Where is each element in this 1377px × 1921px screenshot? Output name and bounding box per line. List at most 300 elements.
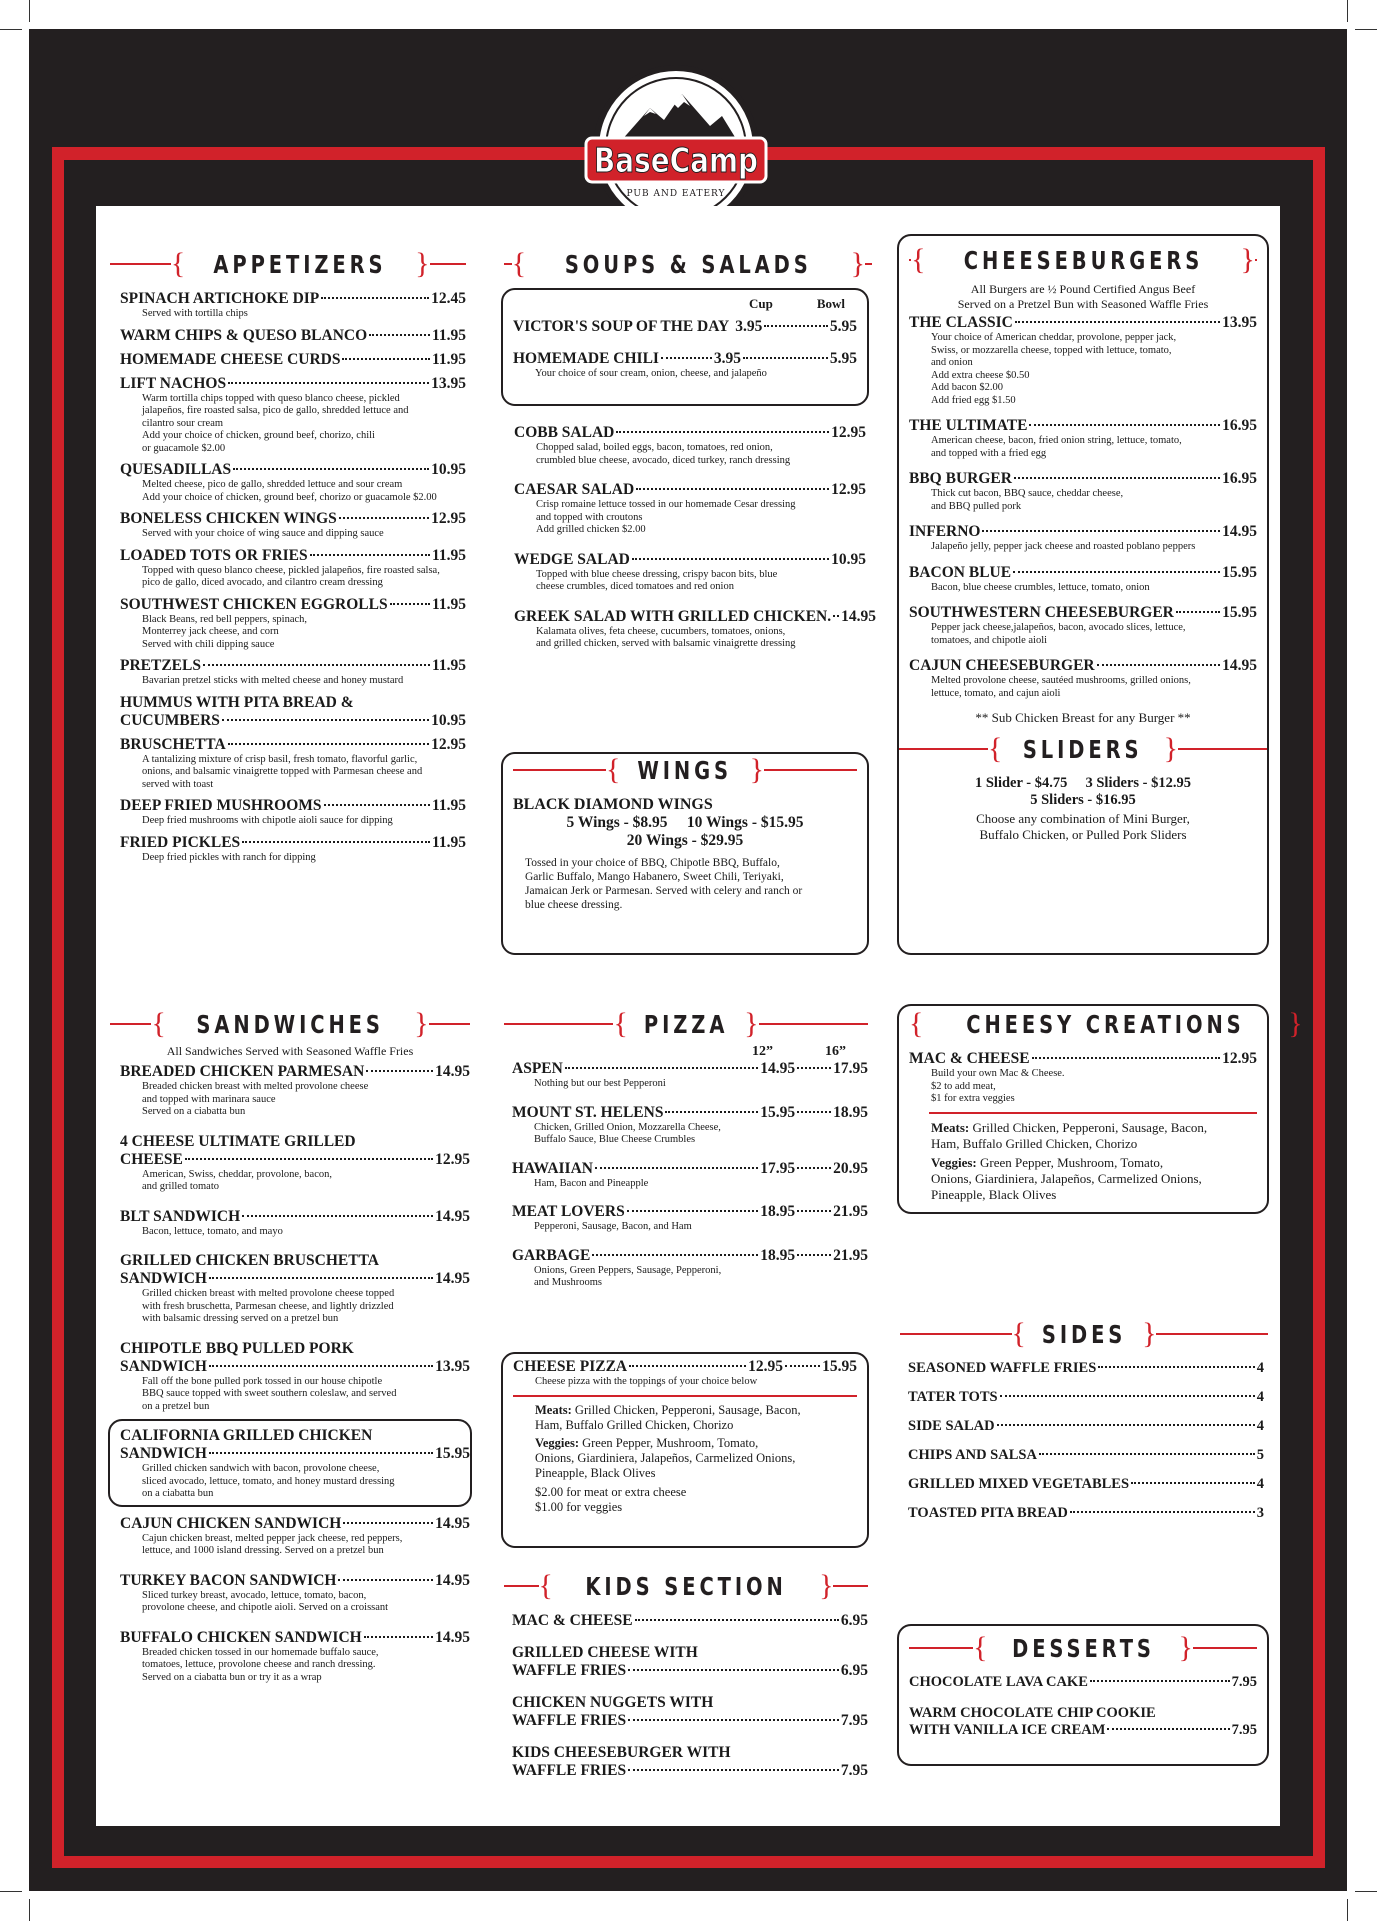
item-name-line1: GRILLED CHEESE WITH	[512, 1644, 698, 1661]
item-price: 14.95	[435, 1514, 470, 1532]
item-price: 14.95	[1222, 657, 1257, 674]
menu-item	[120, 327, 466, 345]
cheese-pizza-box	[501, 1352, 869, 1548]
item-name: BONELESS CHICKEN WINGS	[120, 510, 337, 527]
soup-desc: Your choice of sour cream, onion, cheese, and jalapeño	[535, 368, 767, 379]
item-desc: Bavarian pretzel sticks with melted cheese and honey mustard	[142, 675, 404, 686]
item-desc: Pepper jack cheese,jalapeños, bacon, avocado slices, lettuce, tomatoes, and chipotle aioli	[931, 622, 1186, 646]
item-name-line1: HUMMUS WITH PITA BREAD &	[120, 693, 354, 711]
item-row	[908, 1360, 1264, 1377]
item-price: 4	[1256, 1418, 1264, 1434]
item-name: WARM CHIPS & QUESO BLANCO	[120, 326, 368, 344]
dot-leader	[228, 382, 429, 384]
soup-box	[501, 288, 869, 406]
item-price: 6.95	[840, 1612, 868, 1629]
item-name: PRETZELS	[120, 657, 201, 674]
wings-desc: Tossed in your choice of BBQ, Chipotle BBQ, Buffalo, Garlic Buffalo, Mango Habanero, Sweet Chili, Teriyaki, Jamaican Jerk or Parmesan. Served with celery and ranch or blue cheese dressing.	[525, 857, 803, 911]
dot-leader	[665, 1111, 758, 1113]
item-desc: A tantalizing mixture of crisp basil, fresh tomato, flavorful garlic, onions, and balsamic vinaigrette topped with Parmesan cheese and served with toast	[142, 753, 423, 790]
pizza-row	[512, 1247, 868, 1265]
item-desc: Topped with blue cheese dressing, crispy bacon bits, blue cheese crumbles, diced tomatoes and red onion	[536, 568, 778, 592]
item-row	[120, 834, 466, 852]
item-name: CHOCOLATE LAVA CAKE	[909, 1674, 1088, 1690]
meats-list: Grilled Chicken, Pepperoni, Sausage, Bacon, Ham, Buffalo Grilled Chicken, Chorizo	[931, 1119, 1208, 1151]
dot-leader	[592, 1254, 758, 1256]
item-name: GRILLED MIXED VEGETABLES	[908, 1476, 1130, 1492]
pizza-price-12: 18.95	[760, 1246, 796, 1264]
item-row	[120, 375, 466, 393]
item-desc: Bacon, blue cheese crumbles, lettuce, tomato, onion	[931, 581, 1150, 593]
pizza-item	[512, 1104, 868, 1147]
item-price: 13.95	[1222, 314, 1257, 331]
dot-leader	[628, 1769, 839, 1771]
item-name: WAFFLE FRIES	[512, 1662, 627, 1679]
pizza-size-16: 16”	[825, 1044, 846, 1059]
item-row	[120, 1572, 470, 1590]
pizza-name: ASPEN	[512, 1060, 563, 1077]
dot-leader	[797, 1210, 831, 1212]
crop-mark	[1347, 1899, 1348, 1921]
dot-leader	[565, 1067, 758, 1069]
sliders-prices-2: 5 Sliders - $16.95	[1030, 792, 1136, 808]
dot-leader	[228, 743, 429, 745]
dot-leader	[233, 468, 429, 470]
wings-prices-2: 20 Wings - $29.95	[626, 832, 744, 849]
pizza-price-16: 21.95	[833, 1203, 868, 1220]
menu-item	[909, 314, 1257, 407]
burger-note: All Burgers are ½ Pound Certified Angus Beef Served on a Pretzel Bun with Seasoned Waffle Fries	[957, 282, 1209, 311]
veggies-list: Green Pepper, Mushroom, Tomato, Onions, Giardiniera, Jalapeños, Carmelized Onions, Pineapple, Black Olives	[535, 1435, 796, 1480]
pizza-desc: Pepperoni, Sausage, Bacon, and Ham	[534, 1221, 692, 1232]
item-row	[909, 657, 1257, 675]
item-name: CUCUMBERS	[120, 711, 220, 729]
pizza-section	[504, 1006, 868, 1303]
bowl-label: Bowl	[816, 296, 845, 311]
item-row	[909, 470, 1257, 488]
burger-sub-note: ** Sub Chicken Breast for any Burger **	[975, 710, 1191, 725]
dot-leader	[343, 1522, 433, 1524]
item-name: SEASONED WAFFLE FRIES	[908, 1360, 1097, 1376]
menu-item	[120, 461, 466, 504]
dot-leader	[797, 1254, 831, 1256]
item-name: DEEP FRIED MUSHROOMS	[120, 797, 322, 814]
wings-box: { WINGS } BLACK DIAMOND WINGS 5 Wings - $8.95 10 Wings - $15.95 20 Wings - $29.95 Tossed in your choice of BBQ, Chipotle BBQ, Buffalo, Garlic Buffalo, Mango Habanero, Sweet Chili, Teriyaki, Jamaican Jerk or Parmesan. Served with celery and ranch or blue cheese dressing.	[501, 752, 869, 955]
item-name: WITH VANILLA ICE CREAM	[909, 1722, 1106, 1738]
item-name: COBB SALAD	[514, 424, 615, 441]
dot-leader	[1097, 664, 1221, 666]
item-row	[514, 607, 876, 626]
cheesy-row: MAC & CHEESE 12.95	[909, 1050, 1257, 1067]
item-price: 11.95	[431, 657, 466, 674]
menu-item	[120, 1252, 470, 1326]
item-desc: Breaded chicken tossed in our homemade buffalo sauce, tomatoes, lettuce, provolone cheese and ranch dressing. Served on a ciabatta bun or try it as a wrap	[142, 1646, 379, 1683]
cheeseburgers-title: CHEESEBURGERS	[963, 245, 1203, 275]
menu-item	[909, 1674, 1257, 1691]
menu-item	[120, 657, 466, 688]
item-price: 4	[1256, 1360, 1264, 1376]
dot-leader	[390, 603, 430, 605]
cheese-pizza-desc: Cheese pizza with the toppings of your choice below	[535, 1376, 758, 1387]
menu-item	[120, 834, 466, 865]
veggies-label: Veggies:	[931, 1154, 977, 1170]
crop-mark	[29, 1899, 30, 1921]
item-row	[908, 1447, 1264, 1464]
item-name: HOMEMADE CHEESE CURDS	[120, 350, 341, 368]
item-name: LIFT NACHOS	[120, 374, 227, 392]
item-price: 12.95	[431, 510, 466, 527]
item-price: 11.95	[431, 595, 466, 613]
item-name: THE ULTIMATE	[909, 417, 1028, 434]
item-desc: Black Beans, red bell peppers, spinach, Monterrey jack cheese, and corn Served with chili dipping sauce	[142, 613, 308, 650]
dot-leader	[797, 1067, 831, 1069]
item-price: 12.95	[831, 424, 866, 441]
menu-item	[909, 417, 1257, 460]
menu-item	[909, 564, 1257, 595]
item-price: 15.95	[1222, 604, 1257, 621]
item-name: WAFFLE FRIES	[512, 1762, 627, 1779]
menu-item	[120, 1208, 470, 1239]
pizza-name: MOUNT ST. HELENS	[512, 1103, 664, 1121]
dot-leader	[339, 517, 429, 519]
desserts-title: DESSERTS	[1011, 1633, 1155, 1663]
brand-tagline: PUB AND EATERY	[626, 189, 726, 199]
item-desc: Served with your choice of wing sauce and dipping sauce	[142, 528, 384, 539]
item-desc: Kalamata olives, feta cheese, cucumbers, tomatoes, onions, and grilled chicken, served with balsamic vinaigrette dressing	[536, 625, 796, 649]
item-row	[120, 1208, 470, 1226]
item-name: CAJUN CHICKEN SANDWICH	[120, 1514, 342, 1532]
appetizers-section	[110, 246, 466, 870]
menu-item	[514, 607, 876, 651]
cheesy-box: { CHEESY CREATIONS } MAC & CHEESE 12.95 Build your own Mac & Cheese. $2 to add meat, $1 for extra veggies Meats: Grilled Chicken, Pepperoni, Sausage, Bacon, Ham, Buffalo Grilled Chicken, Chorizo Veggies: Green Pepper, Mushroom, Tomato, Onions, Giardiniera, Jalapeños, Carmelized Onions, Pineapple, Black Olives	[897, 1004, 1269, 1214]
item-name-line1: 4 CHEESE ULTIMATE GRILLED	[120, 1132, 356, 1150]
cheese-pizza-row: CHEESE PIZZA 12.95 15.95	[513, 1358, 857, 1375]
menu-item	[909, 470, 1257, 513]
item-price: 11.95	[431, 350, 466, 368]
cheesy-desc: Build your own Mac & Cheese. $2 to add meat, $1 for extra veggies	[931, 1068, 1065, 1104]
item-name: BRUSCHETTA	[120, 735, 226, 753]
crop-mark	[1355, 1891, 1377, 1892]
item-price: 15.95	[435, 1445, 470, 1462]
item-price: 11.95	[431, 833, 466, 851]
item-name: SANDWICH	[120, 1357, 207, 1375]
menu-item	[120, 351, 466, 369]
item-row	[512, 1612, 868, 1630]
item-price: 13.95	[431, 374, 466, 392]
item-desc: Served with tortilla chips	[142, 308, 248, 319]
item-price: 12.95	[831, 481, 866, 498]
dot-leader	[364, 1636, 433, 1638]
dot-leader	[1000, 1395, 1255, 1397]
item-price: 12.45	[431, 290, 466, 307]
item-desc: Chopped salad, boiled eggs, bacon, tomatoes, red onion, crumbled blue cheese, avocado, diced turkey, ranch dressing	[536, 442, 791, 466]
menu-item	[120, 1340, 470, 1414]
item-row	[514, 551, 866, 569]
cheeseburgers-box: { CHEESEBURGERS } All Burgers are ½ Pound Certified Angus Beef Served on a Pretzel Bun with Seasoned Waffle Fries THE CLASSIC 13.95 Your choice of American cheddar, provolone, pepper jack, Swiss, or mozzarella cheese, topped with lettuce, tomato, and onion Add extra cheese $0.50 Add bacon $2.00 Add fried egg $1.50 THE ULTIMATE 16.95 American cheese, bacon, fried onion string, lettuce, tomato, and topped with a fried egg BBQ BURGER 16.95 Thick cut bacon, BBQ sauce, cheddar cheese, and BBQ pulled pork INFERNO 14.95 Jalapeño jelly, pepper jack cheese and roasted poblano peppers BACON BLUE 15.95 Bacon, blue cheese crumbles, lettuce, tomato, onion SOUTHWESTERN CHEESEBURGER 15.95 Pepper jack cheese,jalapeños, bacon, avocado slices, lettuce, tomatoes, and chipotle aioli CAJUN CHEESEBURGER 14.95 Melted provolone cheese, sautéed mushrooms, grilled onions, lettuce, tomato, and cajun aioli ** Sub Chicken Breast for any Burger ** { SLIDERS } 1 Slider - $4.75 3 Sliders - $12.95 5 Sliders - $16.95 Choose any combination of Mini Burger, Buffalo Chicken, or Pulled Pork Sliders	[897, 234, 1269, 955]
wings-title: WINGS	[637, 755, 733, 785]
item-desc: Melted cheese, pico de gallo, shredded lettuce and sour cream Add your choice of chicken, ground beef, chorizo or guacamole $2.00	[142, 479, 437, 503]
item-desc: Deep fried mushrooms with chipotle aioli sauce for dipping	[142, 815, 393, 826]
item-name: BREADED CHICKEN PARMESAN	[120, 1063, 365, 1080]
item-name: WEDGE SALAD	[514, 550, 630, 568]
item-price: 16.95	[1222, 470, 1257, 487]
dot-leader	[1015, 321, 1220, 323]
item-row	[120, 797, 466, 815]
section-header: { PIZZA }	[504, 1006, 868, 1042]
brand-name: BaseCamp	[594, 141, 758, 181]
item-row	[120, 736, 466, 754]
pizza-item	[512, 1060, 868, 1091]
menu-item	[908, 1447, 1264, 1464]
menu-item	[120, 1133, 470, 1194]
dot-leader	[324, 804, 430, 806]
item-desc: Grilled chicken breast with melted provolone cheese topped with fresh bruschetta, Parmesan cheese, and lightly drizzled with balsamic dressing served on a pretzel bun	[142, 1288, 395, 1324]
menu-item	[514, 481, 866, 537]
menu-item	[908, 1418, 1264, 1435]
item-price: 14.95	[435, 1628, 470, 1646]
appetizers-title: APPETIZERS	[213, 249, 387, 279]
item-row	[909, 1674, 1257, 1691]
dot-leader	[242, 841, 430, 843]
menu-item	[908, 1505, 1264, 1522]
dot-leader	[242, 1215, 433, 1217]
dot-leader	[209, 1452, 433, 1454]
item-price: 11.95	[431, 797, 466, 814]
item-price: 7.95	[1231, 1674, 1257, 1690]
item-desc: Crisp romaine lettuce tossed in our homemade Cesar dressing and topped with croutons Add grilled chicken $2.00	[536, 499, 796, 535]
menu-item	[909, 604, 1257, 647]
menu-item	[120, 1427, 470, 1501]
item-row	[908, 1505, 1264, 1522]
pizza-desc: Onions, Green Peppers, Sausage, Pepperoni, and Mushrooms	[534, 1264, 722, 1288]
dot-leader	[203, 664, 430, 666]
item-price: 7.95	[1231, 1722, 1257, 1738]
topping-prices: $2.00 for meat or extra cheese $1.00 for veggies	[535, 1484, 687, 1514]
item-row	[909, 604, 1257, 622]
item-desc: American, Swiss, cheddar, provolone, bacon, and grilled tomato	[142, 1168, 332, 1192]
dot-leader	[1070, 1511, 1255, 1513]
dot-leader	[1014, 477, 1220, 479]
item-name-line1: KIDS CHEESEBURGER WITH	[512, 1744, 731, 1761]
item-name: BBQ BURGER	[909, 470, 1012, 487]
dot-leader	[797, 1111, 831, 1113]
pizza-price-12: 15.95	[760, 1103, 796, 1121]
item-price: 16.95	[1222, 417, 1257, 434]
item-row	[120, 351, 466, 369]
dot-leader	[342, 358, 430, 360]
menu-item	[120, 375, 466, 456]
item-row	[120, 1445, 470, 1463]
item-desc: Your choice of American cheddar, provolone, pepper jack, Swiss, or mozzarella cheese, topped with lettuce, tomato, and onion Add extra cheese $0.50 Add bacon $2.00 Add fried egg $1.50	[931, 332, 1177, 406]
item-desc: Cajun chicken breast, melted pepper jack cheese, red peppers, lettuce, and 1000 island dressing. Served on a pretzel bun	[142, 1532, 403, 1556]
dot-leader	[628, 1669, 839, 1671]
menu-item	[909, 1705, 1257, 1739]
item-row	[909, 1722, 1257, 1739]
sandwich-note: All Sandwiches Served with Seasoned Waffle Fries	[166, 1044, 414, 1058]
pizza-name: GARBAGE	[512, 1246, 591, 1264]
veggies-label: Veggies:	[535, 1435, 579, 1450]
item-row	[120, 327, 466, 345]
sides-section	[900, 1316, 1268, 1534]
item-row	[120, 290, 466, 308]
item-price: 7.95	[840, 1762, 868, 1779]
item-row	[512, 1662, 868, 1680]
item-desc: Topped with queso blanco cheese, pickled jalapeños, fire roasted salsa, pico de gallo, diced avocado, and cilantro cream dressing	[142, 564, 440, 588]
crop-mark	[0, 29, 22, 30]
item-name: SOUTHWESTERN CHEESEBURGER	[909, 604, 1174, 621]
dot-leader	[997, 1424, 1255, 1426]
dot-leader	[1176, 611, 1220, 613]
sandwiches-title: SANDWICHES	[196, 1009, 384, 1039]
item-row	[120, 712, 466, 730]
item-name-line1: CHICKEN NUGGETS WITH	[512, 1694, 714, 1711]
sliders-title: SLIDERS	[1023, 734, 1143, 764]
item-row	[120, 1515, 470, 1533]
menu-item	[120, 1515, 470, 1558]
item-name: TOASTED PITA BREAD	[908, 1505, 1068, 1521]
item-row	[512, 1762, 868, 1780]
item-name: TURKEY BACON SANDWICH	[120, 1571, 337, 1589]
item-row	[120, 510, 466, 528]
dot-leader	[797, 1167, 831, 1169]
dot-leader	[982, 530, 1220, 532]
item-name: MAC & CHEESE	[512, 1612, 633, 1629]
menu-item	[120, 1629, 470, 1685]
item-price: 10.95	[431, 711, 466, 729]
sliders-prices: 1 Slider - $4.75 3 Sliders - $12.95	[974, 775, 1192, 791]
pizza-item	[512, 1203, 868, 1234]
item-name: THE CLASSIC	[909, 314, 1013, 331]
section-header: { SOUPS & SALADS }	[504, 246, 872, 282]
dot-leader	[369, 334, 430, 336]
pizza-price-16: 20.95	[833, 1159, 868, 1177]
item-price: 7.95	[840, 1712, 868, 1729]
item-name: WAFFLE FRIES	[512, 1712, 627, 1729]
item-price: 4	[1256, 1476, 1264, 1492]
item-price: 14.95	[435, 1207, 470, 1225]
item-name: INFERNO	[909, 523, 981, 540]
item-name: LOADED TOTS OR FRIES	[120, 546, 308, 564]
dot-leader	[628, 1719, 839, 1721]
pizza-price-12: 14.95	[760, 1060, 796, 1077]
soups-title: SOUPS & SALADS	[564, 249, 812, 279]
item-price: 3	[1256, 1505, 1264, 1521]
item-name: SANDWICH	[120, 1270, 207, 1287]
item-row	[514, 424, 866, 442]
wings-prices: 5 Wings - $8.95 10 Wings - $15.95	[566, 814, 804, 831]
menu-page	[96, 206, 1303, 1826]
menu-item	[512, 1694, 868, 1730]
item-price: 10.95	[431, 461, 466, 478]
item-desc: Breaded chicken breast with melted provolone cheese and topped with marinara sauce Served on a ciabatta bun	[142, 1081, 369, 1117]
pizza-price-16: 18.95	[833, 1103, 868, 1121]
salads-list	[514, 424, 876, 665]
dot-leader	[1013, 571, 1220, 573]
item-price: 12.95	[435, 1150, 470, 1168]
pizza-row	[512, 1060, 868, 1078]
menu-item	[909, 523, 1257, 554]
item-name: SANDWICH	[120, 1445, 207, 1462]
item-name: CAESAR SALAD	[514, 481, 635, 498]
item-name: TATER TOTS	[908, 1389, 998, 1405]
item-row	[909, 417, 1257, 435]
dot-leader	[185, 1158, 433, 1160]
item-desc: Sliced turkey breast, avocado, lettuce, tomato, bacon, provolone cheese, and chipotle aioli. Served on a croissant	[142, 1589, 389, 1613]
pizza-item	[512, 1160, 868, 1191]
item-price: 11.95	[431, 546, 466, 564]
meats-list: Grilled Chicken, Pepperoni, Sausage, Bacon, Ham, Buffalo Grilled Chicken, Chorizo	[535, 1402, 801, 1432]
pizza-price-12: 17.95	[760, 1159, 796, 1177]
item-desc: Fall off the bone pulled pork tossed in our house chipotle BBQ sauce topped with sweet southern coleslaw, and served on a pretzel bun	[142, 1375, 397, 1412]
item-name-line1: CALIFORNIA GRILLED CHICKEN	[120, 1427, 373, 1444]
dot-leader	[1107, 1728, 1229, 1730]
pizza-desc: Chicken, Grilled Onion, Mozzarella Cheese, Buffalo Sauce, Blue Cheese Crumbles	[534, 1121, 721, 1145]
kids-section	[504, 1568, 868, 1794]
item-name: CHIPS AND SALSA	[908, 1447, 1037, 1463]
menu-item	[512, 1744, 868, 1780]
item-name: GREEK SALAD WITH GRILLED CHICKEN.	[514, 607, 832, 625]
section-header: { SANDWICHES }	[110, 1006, 470, 1042]
menu-item	[120, 547, 466, 590]
sandwiches-section	[110, 1006, 470, 1698]
cup-label: Cup	[748, 296, 773, 311]
pizza-desc: Nothing but our best Pepperoni	[534, 1078, 666, 1089]
dot-leader	[1131, 1482, 1255, 1484]
pizza-desc: Ham, Bacon and Pineapple	[534, 1177, 649, 1189]
item-name: BLT SANDWICH	[120, 1207, 241, 1225]
item-desc: Melted provolone cheese, sautéed mushrooms, grilled onions, lettuce, tomato, and cajun aioli	[931, 675, 1191, 699]
wings-name: BLACK DIAMOND WINGS	[513, 796, 713, 813]
item-name: BACON BLUE	[909, 563, 1012, 581]
item-price: 15.95	[1222, 563, 1257, 581]
menu-item	[120, 736, 466, 792]
item-desc: Grilled chicken sandwich with bacon, provolone cheese, sliced avocado, lettuce, tomato, and honey mustard dressing on a ciabatta bun	[142, 1463, 395, 1499]
item-price: 12.95	[431, 735, 466, 753]
veggies-list: Green Pepper, Mushroom, Tomato, Onions, Giardiniera, Jalapeños, Carmelized Onions, Pineapple, Black Olives	[931, 1154, 1202, 1202]
item-price: 14.95	[435, 1063, 470, 1080]
dot-leader	[632, 558, 829, 560]
menu-item	[908, 1476, 1264, 1493]
dot-leader	[636, 488, 829, 490]
crop-mark	[0, 1891, 22, 1892]
item-row	[514, 481, 866, 499]
dot-leader	[627, 1210, 759, 1212]
dot-leader	[366, 1070, 433, 1072]
item-row	[120, 547, 466, 565]
pizza-price-12: 18.95	[760, 1203, 796, 1220]
item-price: 5	[1256, 1447, 1264, 1463]
crop-mark	[29, 0, 30, 22]
pizza-row	[512, 1203, 868, 1221]
item-row	[120, 596, 466, 614]
section-header: { KIDS SECTION }	[504, 1568, 868, 1604]
item-name: BUFFALO CHICKEN SANDWICH	[120, 1628, 362, 1646]
item-name-line1: CHIPOTLE BBQ PULLED PORK	[120, 1339, 354, 1357]
menu-item	[908, 1360, 1264, 1377]
item-price: 14.95	[435, 1270, 470, 1287]
item-desc: Warm tortilla chips topped with queso blanco cheese, pickled jalapeños, fire roasted salsa, pico de gallo, shredded lettuce and cilantro sour cream Add your choice of chicken, ground beef, chorizo, chili or guacamole $2.00	[142, 392, 409, 454]
item-desc: Deep fried pickles with ranch for dipping	[142, 851, 316, 863]
meats-label: Meats:	[931, 1119, 970, 1135]
item-name-line1: GRILLED CHICKEN BRUSCHETTA	[120, 1252, 379, 1269]
item-price: 14.95	[841, 607, 876, 625]
dot-leader	[1090, 1680, 1230, 1682]
item-row	[908, 1389, 1264, 1406]
dot-leader	[595, 1167, 758, 1169]
item-price: 10.95	[831, 550, 866, 568]
dot-leader	[833, 615, 839, 617]
item-row	[909, 523, 1257, 541]
section-header: { SIDES }	[900, 1316, 1268, 1352]
